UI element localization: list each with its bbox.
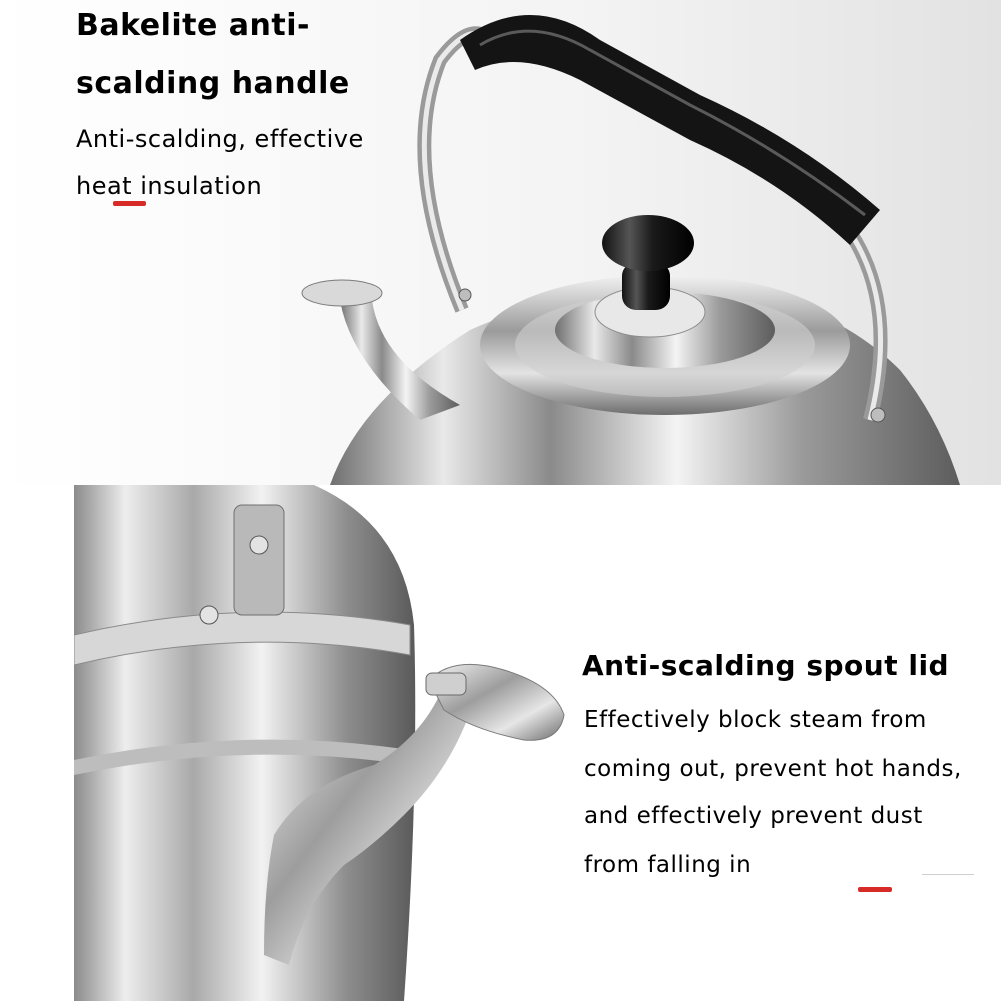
handle-heading-line2: scalding handle [76, 66, 350, 101]
handle-desc-line1: Anti-scalding, effective [76, 125, 364, 153]
accent-underline [858, 887, 892, 892]
spout-desc-line3: and effectively prevent dust [584, 803, 923, 829]
handle-heading-line1: Bakelite anti- [76, 8, 310, 43]
divider [922, 874, 974, 875]
spout-heading: Anti-scalding spout lid [582, 649, 950, 682]
handle-desc-line2: heat insulation [76, 172, 263, 200]
kettle-spout-photo [74, 485, 1001, 1001]
spout-desc-line4: from falling in [584, 852, 752, 878]
spout-desc-line2: coming out, prevent hot hands, [584, 756, 962, 782]
spout-desc-line1: Effectively block steam from [584, 707, 927, 733]
accent-underline [113, 201, 146, 206]
